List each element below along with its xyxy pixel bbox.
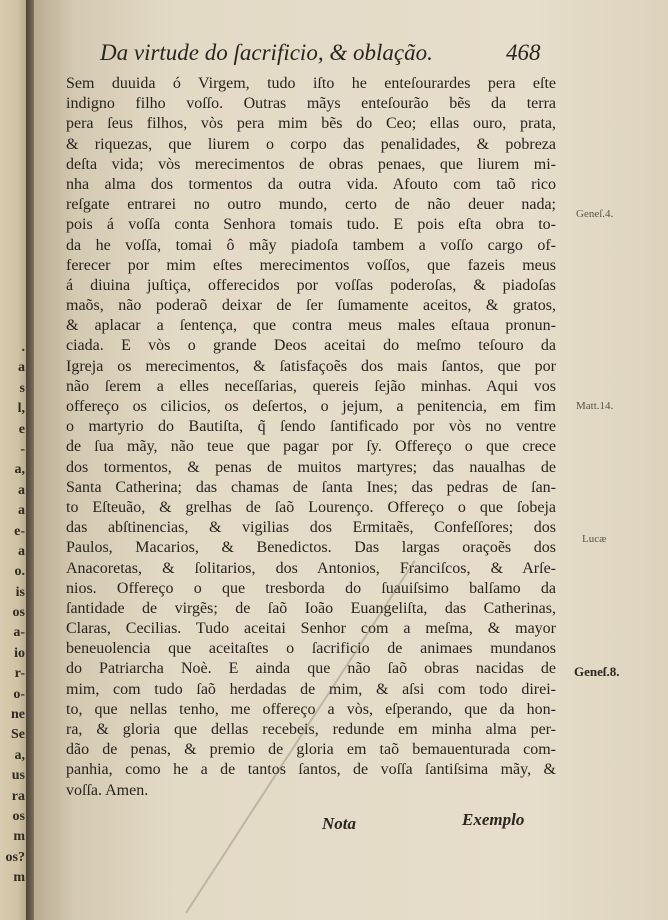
text-line: indigno filho voſſo. Outras mãys enteſourão bẽs da terra <box>66 95 556 113</box>
body-text <box>66 74 556 801</box>
text-line: nha alma dos tormentos da outra vida. Afouto com taõ rico <box>66 175 556 193</box>
fragment-text: a, <box>14 747 25 763</box>
fragment-text: ra <box>11 788 25 804</box>
text-line: ra, & gloria que dellas recebeis, redunde em minha alma per- <box>66 721 556 738</box>
fragment-text: e- <box>14 523 25 539</box>
text-line: não ſerem a elles neceſſarias, quereis ſejão minhas. Aqui vos <box>66 377 556 395</box>
text-line: ciada. E vòs o grande Deos aceitai do meſmo teſouro da <box>66 337 556 355</box>
fragment-text: ne <box>11 707 25 723</box>
text-line: dos tormentos, & penas de muitos martyres; das naualhas de <box>66 458 556 476</box>
fragment-text: os? <box>5 849 25 865</box>
margin-note: Lucæ <box>582 533 607 545</box>
fragment-text: e <box>18 421 25 437</box>
text-line: pois á voſſa conta Senhora tomais tudo. E pois eſta obra to- <box>66 216 556 234</box>
text-line: maõs, não poderaõ deixar de ſer ſumamente aceitos, & gratos, <box>66 297 556 315</box>
margin-note: Geneſ.8. <box>574 664 620 679</box>
text-line: Santa Catherina; das chamas de ſanta Ines; das pedras de ſan- <box>66 478 556 496</box>
fragment-text: o. <box>14 564 25 580</box>
fragment-text: s <box>19 380 25 396</box>
text-line: pera ſeus filhos, vòs pera mim bẽs do Ceo; ellas ouro, prata, <box>66 115 556 133</box>
text-line: nios. Offereço o que tresborda do ſuauiſsimo balſamo da <box>66 579 556 597</box>
catchword-nota: Nota <box>322 814 356 833</box>
previous-page-edge <box>0 0 26 920</box>
fragment-text: io <box>14 645 25 661</box>
text-line: Paulos, Macarios, & Benedictos. Das largas oraçoẽs dos <box>66 539 556 557</box>
fragment-text: o- <box>13 686 25 702</box>
text-line: deſta vida; vòs merecimentos de obras penaes, que liurem mi- <box>66 155 556 173</box>
margin-note: Matt.14. <box>576 400 614 412</box>
running-header: Da virtude do ſacrificio, & oblação. <box>100 40 433 65</box>
text-line: Sem duuida ó Virgem, tudo iſto he enteſourardes pera eſte <box>66 75 556 92</box>
fragment-text: Se <box>11 727 25 743</box>
text-line: ferecer por mim eſtes merecimentos voſſos, que fazeis meus <box>66 256 556 274</box>
text-line: reſgate entrarei no outro mundo, certo de não deuer nada; <box>66 196 556 214</box>
page-number: 468 <box>506 40 541 65</box>
book-page <box>34 0 668 920</box>
fragment-text: a- <box>13 625 25 641</box>
fragment-text: os <box>12 605 25 621</box>
text-line: panhia, como he a de tantos ſantos, de voſſa ſantiſsima mãy, & <box>66 761 556 779</box>
text-line: á diuina juſtiça, offerecidos por voſſas poderoſas, & piadoſas <box>66 276 556 294</box>
text-line: ſantidade de virgẽs; de ſaõ Ioão Euangeliſta, das Catherinas, <box>66 599 556 617</box>
text-line: das abſtinencias, & vigilias dos Ermitaẽs, Confeſſores; dos <box>66 519 556 537</box>
fragment-text: . <box>21 340 25 355</box>
fragment-text: m <box>13 829 25 845</box>
text-line: do Patriarcha Noè. E ainda que não ſaõ obras nacidas de <box>66 660 556 678</box>
margin-note: Geneſ.4. <box>576 208 614 220</box>
fragment-text: os <box>12 808 25 824</box>
text-line: to Eſteuão, & grelhas de ſaõ Lourenço. Offereço o que ſobeja <box>66 498 556 516</box>
text-line: o martyrio do Bautiſta, q̃ ſendo ſantificado por vòs no ventre <box>66 418 556 436</box>
fragment-text: - <box>20 441 25 457</box>
text-line: beneuolencia que aceitaſtes o ſacrificio de animaes mundanos <box>66 640 556 658</box>
fragment-text: a <box>18 482 25 498</box>
fragment-text: a <box>18 503 25 519</box>
text-line: & aplacar a ſentença, que contra meus males eſtaua pronun- <box>66 317 556 335</box>
text-line: Igreja os merecimentos, & ſatisfaçoẽs dos mais ſantos, que por <box>66 357 556 375</box>
fragment-text: a, <box>14 462 25 478</box>
catchword-exemplo: Exemplo <box>462 810 525 829</box>
fragment-text: is <box>15 584 25 600</box>
text-line: Anacoretas, & ſolitarios, dos Antonios, Franciſcos, & Arſe- <box>66 559 556 577</box>
fragment-text: a <box>18 360 25 376</box>
fragment-text: us <box>11 768 25 784</box>
text-line: voſſa. Amen. <box>66 781 149 799</box>
text-line: dão de penas, & premio de gloria em taõ bemauenturada com- <box>66 741 556 759</box>
text-line: & riquezas, que liurem o corpo das penalidades, & pobreza <box>66 135 556 153</box>
text-line: da he voſſa, tomai ô mãy piadoſa tambem a voſſo cargo of- <box>66 236 556 254</box>
fragment-text: m <box>13 870 25 886</box>
text-line: Claras, Cecilias. Tudo aceitai Senhor com a meſma, & mayor <box>66 620 556 638</box>
fragment-text: a <box>18 543 25 559</box>
text-line: de ſua mãy, não teue que pagar por ſy. Offereço o que crece <box>66 438 556 456</box>
text-line: mim, com tudo ſaõ herdadas de mim, & aſsi com todo direi- <box>66 680 556 698</box>
text-line: to, que nellas tenho, me offereço a vòs, eſperando, que da hon- <box>66 700 556 718</box>
previous-page-fragments <box>0 338 25 889</box>
fragment-text: l, <box>17 401 25 417</box>
fragment-text: r- <box>14 666 25 682</box>
text-line: offereço os cilicios, os deſertos, o jejum, a penitencia, em fim <box>66 398 556 415</box>
